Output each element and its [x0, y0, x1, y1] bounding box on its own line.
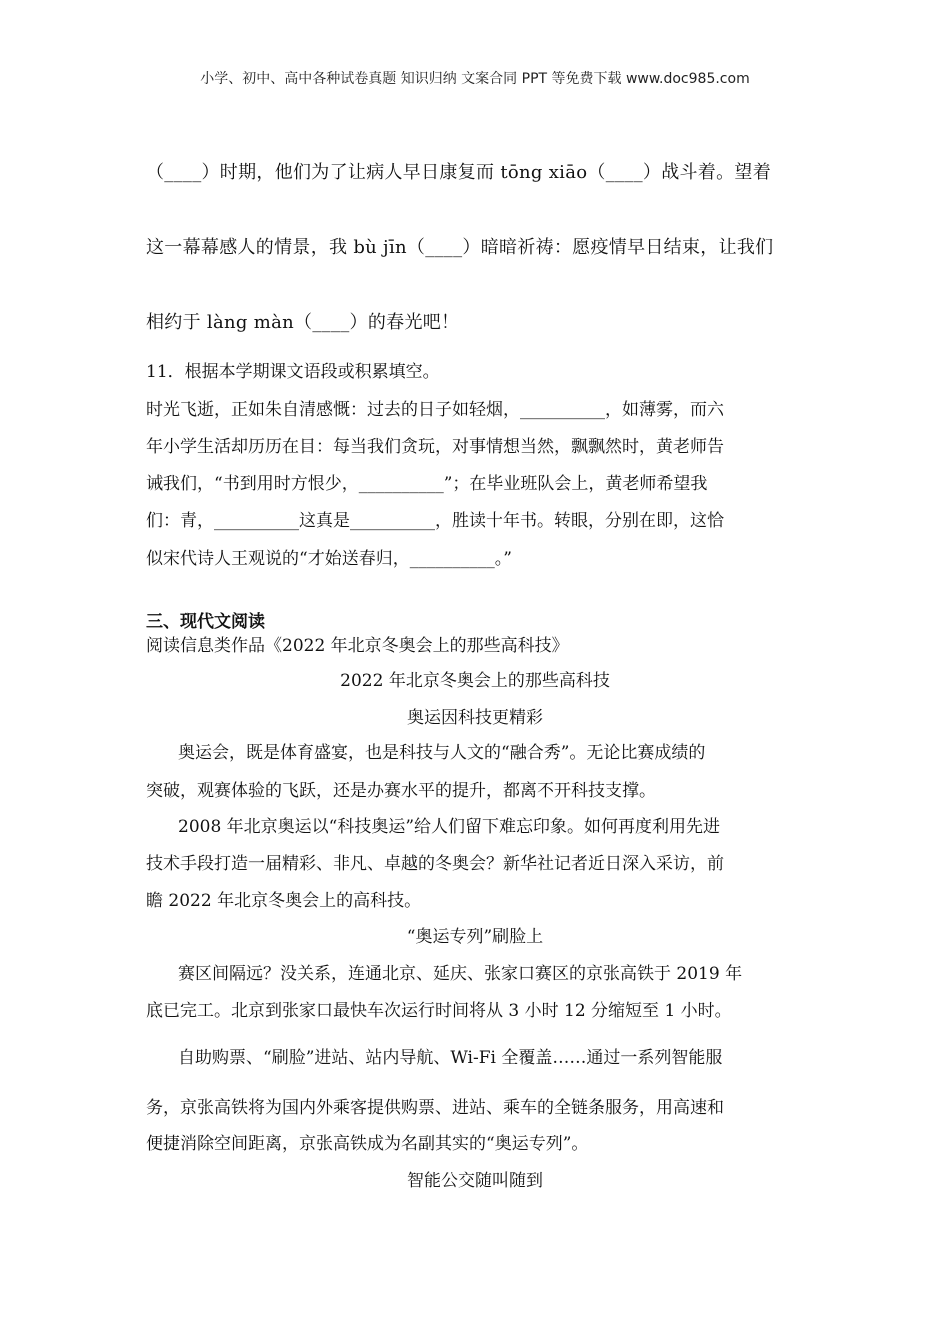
- fill-line-3: 相约于 làng màn（____）的春光吧！: [146, 312, 460, 333]
- question-11-title: 11．根据本学期课文语段或积累填空。: [146, 362, 440, 382]
- paragraph-line: 务，京张高铁将为国内外乘客提供购票、进站、乘车的全链条服务，用高速和: [146, 1098, 724, 1118]
- paragraph-line: 技术手段打造一届精彩、非凡、卓越的冬奥会？新华社记者近日深入采访，前: [146, 854, 724, 874]
- fill-line-2: 这一幕幕感人的情景，我 bù jīn（____）暗暗祈祷：愿疫情早日结束，让我们: [146, 237, 774, 258]
- paragraph-line: 底已完工。北京到张家口最快车次运行时间将从 3 小时 12 分缩短至 1 小时。: [146, 1001, 732, 1021]
- article-subtitle: 奥运因科技更精彩: [407, 708, 543, 728]
- paragraph-line: 自助购票、“刷脸”进站、站内导航、Wi-Fi 全覆盖……通过一系列智能服: [178, 1048, 723, 1068]
- paragraph-line: 便捷消除空间距离，京张高铁成为名副其实的“奥运专列”。: [146, 1134, 589, 1154]
- paragraph-line: 2008 年北京奥运以“科技奥运”给人们留下难忘印象。如何再度利用先进: [178, 817, 721, 837]
- question-11-line: 似宋代诗人王观说的“才始送春归，__________。”: [146, 549, 512, 569]
- question-11-line: 诫我们，“书到用时方恨少，__________”；在毕业班队会上，黄老师希望我: [146, 474, 708, 494]
- question-11-line: 时光飞逝，正如朱自清感慨：过去的日子如轻烟，__________，如薄雾，而六: [146, 400, 724, 420]
- question-11-line: 年小学生活却历历在目：每当我们贪玩，对事情想当然，飘飘然时，黄老师告: [146, 437, 724, 457]
- section-heading: 三、现代文阅读: [146, 612, 265, 632]
- fill-line-1: （____）时期，他们为了让病人早日康复而 tōng xiāo（____）战斗着。望着: [146, 162, 772, 183]
- page-header: 小学、初中、高中各种试卷真题 知识归纳 文案合同 PPT 等免费下载 www.doc985.com: [200, 71, 750, 87]
- paragraph-line: 赛区间隔远？没关系，连通北京、延庆、张家口赛区的京张高铁于 2019 年: [178, 964, 743, 984]
- paragraph-line: 突破，观赛体验的飞跃，还是办赛水平的提升，都离不开科技支撑。: [146, 781, 656, 801]
- section-intro: 阅读信息类作品《2022 年北京冬奥会上的那些高科技》: [146, 636, 569, 656]
- question-11-line: 们：青，__________这真是__________，胜读十年书。转眼，分别在即，这恰: [146, 511, 724, 531]
- article-subtitle: “奥运专列”刷脸上: [406, 927, 544, 947]
- paragraph-line: 奥运会，既是体育盛宴，也是科技与人文的“融合秀”。无论比赛成绩的: [178, 743, 706, 763]
- article-title: 2022 年北京冬奥会上的那些高科技: [340, 671, 610, 691]
- paragraph-line: 瞻 2022 年北京冬奥会上的高科技。: [146, 891, 422, 911]
- article-subtitle: 智能公交随叫随到: [407, 1171, 543, 1191]
